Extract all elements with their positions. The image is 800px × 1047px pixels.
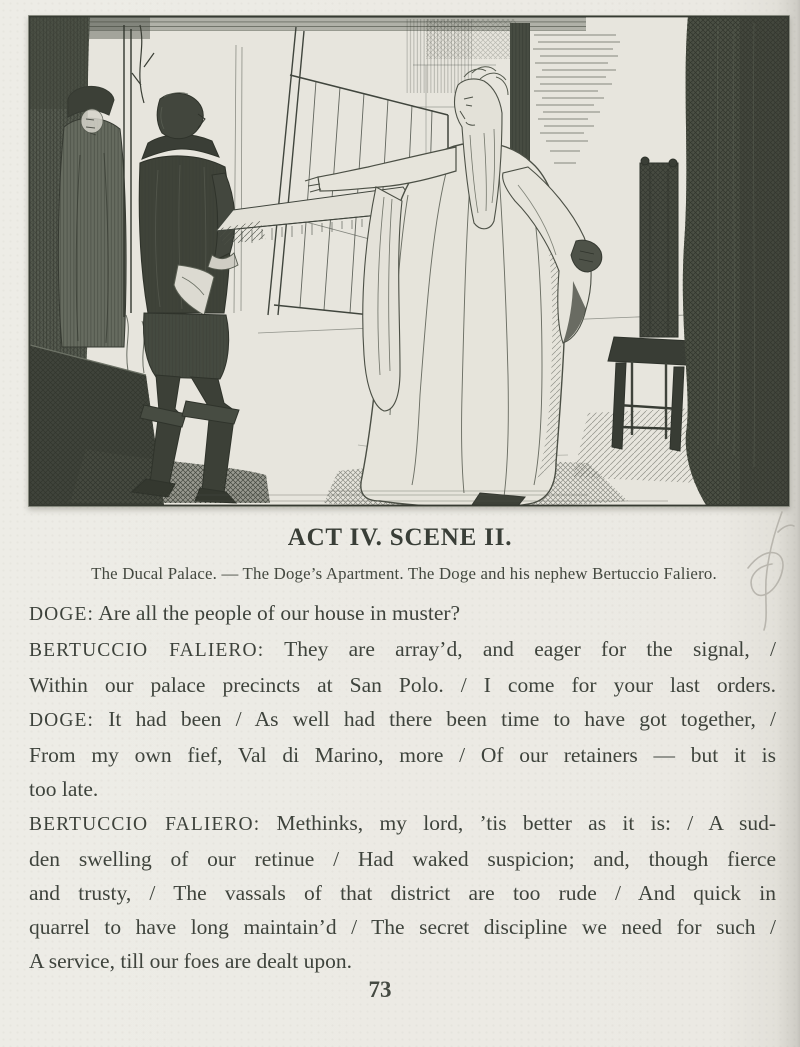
dialogue-line: too late. bbox=[29, 777, 99, 801]
speaker-label: DOGE: bbox=[29, 604, 95, 625]
dialogue-line: BERTUCCIO FALIERO: Methinks, my lord, ’tis better as it is: / A sud- bbox=[29, 811, 776, 835]
dialogue-line: DOGE: Are all the people of our house in muster? bbox=[29, 601, 461, 625]
dialogue-line: Within our palace precincts at San Polo. / I come for your last orders. bbox=[29, 673, 776, 697]
dialogue-line: From my own fief, Val di Marino, more / Of our retainers — but it is bbox=[29, 743, 776, 767]
dialogue-line: DOGE: It had been / As well had there been time to have got together, / bbox=[29, 707, 776, 731]
scene-heading: ACT IV. SCENE II. bbox=[287, 524, 513, 551]
stage-direction: The Ducal Palace. — The Doge’s Apartment. The Doge and his nephew Bertuccio Faliero. bbox=[91, 564, 717, 583]
dialogue-line: den swelling of our retinue / Had waked suspicion; and, though fierce bbox=[29, 847, 776, 871]
speaker-label: DOGE: bbox=[29, 710, 95, 731]
page-number: 73 bbox=[368, 977, 392, 1002]
dialogue-line: and trusty, / The vassals of that district are too rude / And quick in bbox=[29, 881, 776, 905]
dialogue-line: quarrel to have long maintain’d / The secret discipline we need for such / bbox=[29, 915, 776, 939]
curtain bbox=[683, 15, 790, 505]
dialogue-line: A service, till our foes are dealt upon. bbox=[29, 949, 352, 973]
speaker-label: BERTUCCIO FALIERO: bbox=[29, 814, 261, 835]
dialogue bbox=[29, 596, 776, 978]
etching-illustration bbox=[28, 15, 790, 507]
speaker-label: BERTUCCIO FALIERO: bbox=[29, 640, 265, 661]
dialogue-line: BERTUCCIO FALIERO: They are array’d, and eager for the signal, / bbox=[29, 637, 776, 661]
